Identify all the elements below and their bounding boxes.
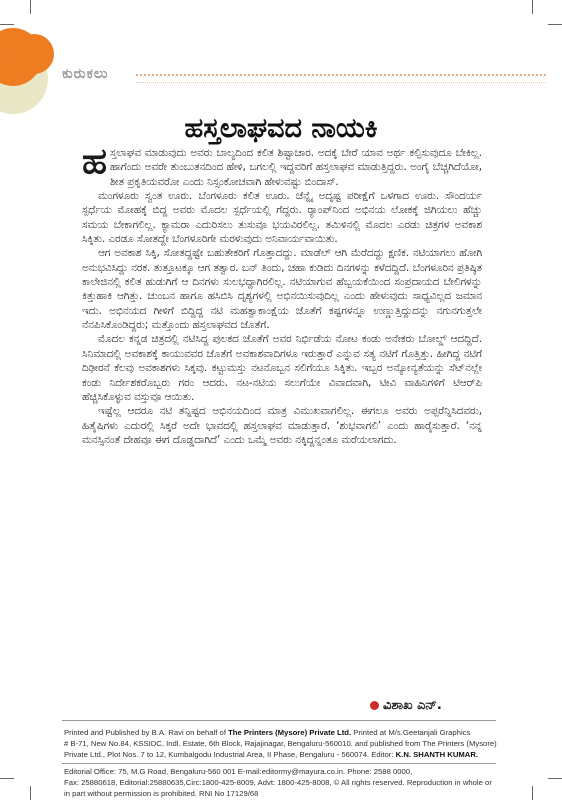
bullet-icon [370, 701, 379, 710]
article-paragraph: ಆಗ ಅವಕಾಶ ಸಿಕ್ಕಿ, ಸೋತದ್ದಷ್ಟೇ ಬಹುತೇಕರಿಗೆ ಗೊತ್ತಾದದ್ದು. ಮಾಡೆಲ್ ಆಗಿ ಮೆರೆದದ್ದು ಕ್ಷಣಿಕ. ನಟಿಯಾಗಲು ಹೋಗಿ ಅನುಭವಿಸಿದ್ದು ನರಕ. ತುತ್ತೂಟಕ್ಕೂ ಆಗ ತತ್ವಾರ. ಬನ್ ತಿಂದು, ಚಹಾ ಕುಡಿದು ದಿನಗಳನ್ನು ಕಳೆದದ್ದಿದೆ. ಬೆಂಗಳೂರಿನ ಪ್ರತಿಷ್ಠಿತ ಕಾಲೇಜಿನಲ್ಲಿ ಕಲಿತ ಹುಡುಗಿಗೆ ಆ ದಿನಗಳು ಸುಲಭದ್ದಾಗಿರಲಿಲ್ಲ. ನಟಿಯಾಗುವ ಹೆಬ್ಬಯಕೆಯಿಂದ ಸಂಪ್ರದಾಯದ ಬೇಲಿಗಳನ್ನು ಕಿತ್ತುಹಾಕಿ ಆಗಿತ್ತು. ಚುಂಬನ ಹಾಗೂ ಹಸಿಬಿಸಿ ದೃಶ್ಯಗಳಲ್ಲಿ ಅಭಿನಯಿಸುವುದಿಲ್ಲ ಎಂದು ಹೇಳುವುದು ಸಾಧ್ಯವಿಲ್ಲದ ಜಮಾನ ಇದು. ಅಭಿನಯದ ಗೀಳಿಗೆ ಬಿದ್ದಿದ್ದ ನಟಿ ಮಹತ್ವಾಕಾಂಕ್ಷೆಯ ಜೊತೆಗೆ ಕಷ್ಟಗಳನ್ನೂ ಉಣ್ಣುತ್ತಿದ್ದುದನ್ನು ನಗುನಗುತ್ತಲೇ ನೆನಪಿಸಿಕೊಂಡಿದ್ದರು; ಮತ್ತೊಂದು ಹಸ್ತಲಾಘವದ ಜೊತೆಗೆ. [82, 247, 482, 332]
crop-mark [0, 778, 14, 779]
decorative-circle-orange-small [14, 34, 54, 74]
crop-mark [548, 778, 562, 779]
crop-mark [30, 0, 31, 14]
imprint-line: Fax: 25880618, Editorial:25880635,Circ:1800-425-8009, Advt: 1800-425-8008, © All rights reserved. Reproduction in whole or [64, 778, 492, 788]
section-label: ಕುರುಕಲು [62, 66, 109, 82]
imprint-line: # B-71, New No.84, KSSIDC, Indl. Estate, 6th Block, Rajajinagar, Bengaluru-560010. and published from The Printers (Mysore) [64, 739, 497, 749]
author-name: ವಿಶಾಖ ಎನ್. [383, 698, 442, 713]
dotted-divider [136, 82, 546, 83]
imprint-block [64, 727, 500, 761]
crop-mark [532, 786, 533, 800]
page-title: ಹಸ್ತಲಾಘವದ ನಾಯಕಿ [184, 113, 378, 144]
article-paragraph: ಮಂಗಳೂರು ಸ್ವಂತ ಊರು. ಬೆಂಗಳೂರು ಕಲಿತ ಊರು. ಚೆನ್ನೈ ಅದೃಷ್ಟ ಪರೀಕ್ಷೆಗೆ ಒಳಗಾದ ಊರು. ಸೌಂದರ್ಯ ಸ್ಪರ್ಧೆಯ ಮೋಹಕ್ಕೆ ಬಿದ್ದ ಅವರು ಮೊದಲ ಸ್ಪರ್ಧೆಯಲ್ಲಿ ಗೆದ್ದರು. ರ್‍ಯಾಂಪ್‌ನಿಂದ ಅಭಿನಯ ಲೋಕಕ್ಕೆ ಜಿಗಿಯಲು ಹೆಚ್ಚು ಸಮಯ ಬೇಕಾಗಲಿಲ್ಲ. ಕ್ಯಾಮರಾ ಎದುರಿಸಲು ತುಸುವೂ ಭಯವಿರಲಿಲ್ಲ. ತಮಿಳಿನಲ್ಲಿ ಮೊದಲ ಎರಡು ಚಿತ್ರಗಳ ಅವಕಾಶ ಸಿಕ್ಕಿತು. ಎರಡೂ ಸೋತದ್ದೇ ಬೆಂಗಳೂರಿಗೇ ಮರಳುವುದು ಅನಿವಾರ್ಯವಾಯಿತು. [82, 190, 482, 246]
crop-mark [0, 24, 14, 25]
article-paragraph: ಹಸ್ತಲಾಘವ ಮಾಡುವುದು ಅವರು ಬಾಲ್ಯದಿಂದ ಕಲಿತ ಶಿಷ್ಟಾಚಾರ. ಅದಕ್ಕೆ ಬೇರೆ ಯಾವ ಅರ್ಥ ಕಲ್ಪಿಸುವುದೂ ಬೇಕಿಲ್ಲ. ಹಾಗೆಂದು ಅವರೇ ತುಂಬುತನದಿಂದ ಹೇಳಿ, ಬಗಲಲ್ಲಿ ಇದ್ದವರಿಗೆ ಹಸ್ತಲಾಘವ ಮಾಡುತ್ತಿದ್ದರು. ಅಂಗೈ ಬೆಚ್ಚಗಿದೆಯೋ, ಶೀತ ಪ್ರಕೃತಿಯವರೋ ಎಂದು ನಿಸ್ಸಂಕೋಚವಾಗಿ ಹೇಳುವಷ್ಟು ಬಿಂದಾಸ್. [82, 141, 482, 188]
article-paragraph: ಮೊದಲ ಕನ್ನಡ ಚಿತ್ರದಲ್ಲಿ ನಟಿಸಿದ್ದ ಪುಲಕದ ಜೊತೆಗೆ ಅವರ ನಿರ್ಭಿಡೆಯ ನೋಟ ಕಂಡು ಅನೇಕರು ಬೋಲ್ಡ್ ಆದದ್ದಿದೆ. ಸಿನಿಮಾದಲ್ಲಿ ಅವಕಾಶಕ್ಕೆ ಕಾಯುವವರ ಜೊತೆಗೆ ಅವಕಾಶವಾದಿಗಳೂ ಇರುತ್ತಾರೆ ಎನ್ನುವ ಸತ್ಯ ನಟಿಗೆ ಗೊತ್ತಿತ್ತು. ಹೀಗಿದ್ದ ನಟಿಗೆ ದಿಢೀರನೆ ಕೆಲವು ಅವಕಾಶಗಳು ಸಿಕ್ಕವು. ಕಟ್ಟುಮಸ್ತು ನಟನೊಬ್ಬನ ಸಲಿಗೆಯೂ ಸಿಕ್ಕಿತು. ಇಬ್ಬರ ಅನ್ಯೋನ್ಯತೆಯನ್ನು ಸೆಟ್‌ನಲ್ಲೇ ಕಂಡು ನಿರ್ದೇಶಕರೊಬ್ಬರು ಗರಂ ಆದರು. ನಟ-ನಟಿಯ ಸಲುಗೆಯೇ ವಿವಾದವಾಗಿ, ಟೀವಿ ವಾಹಿನಿಗಳಿಗೆ ಟಿಆರ್‌ಪಿ ಹೆಚ್ಚಿಸಿಕೊಳ್ಳುವ ವಸ್ತುವೂ ಆಯಿತು. [82, 333, 482, 403]
article-body [82, 141, 482, 447]
divider-line [62, 720, 496, 721]
crop-mark [532, 0, 533, 14]
editorial-info [64, 766, 500, 800]
article-paragraph: ಇಷ್ಟೆಲ್ಲ ಆದರೂ ನಟಿ ತನ್ನಿಷ್ಟದ ಅಭಿನಯದಿಂದ ಮಾತ್ರ ವಿಮುಖವಾಗಲಿಲ್ಲ. ಈಗಲೂ ಅವರು ಅಪ್ಪರೆನ್ನಿಸಿದವರು, ಹಿತೈಷಿಗಳು ಎದುರಲ್ಲಿ ಸಿಕ್ಕರೆ ಅದೇ ಭಾವದಲ್ಲಿ ಹಸ್ತಲಾಘವ ಮಾಡುತ್ತಾರೆ. ‘ಶುಭವಾಗಲಿ’ ಎಂದು ಹಾರೈಸುತ್ತಾರೆ. ‘ನನ್ನ ಮನಸ್ಸಿನಂತೆ ದೇಹವೂ ಈಗ ದೊಡ್ಡದಾಗಿದೆ’ ಎಂದು ಒಮ್ಮೆ ಅವರು ನಕ್ಕಿದ್ದನ್ನಂತೂ ಮರೆಯಲಾಗದು. [82, 405, 482, 446]
crop-mark [548, 24, 562, 25]
imprint-line: Private Ltd., Plot Nos. 7 to 12, Kumbalgodu Industrial Area, II Phase, Bengaluru - 560074. Editor: K.N. SHANTH KUMAR. [64, 750, 479, 760]
imprint-line: Printed and Published by B.A. Ravi on behalf of The Printers (Mysore) Private Ltd. Printed at M/s.Geetanjali Graphics [64, 728, 471, 737]
drop-cap: ಹ [82, 141, 107, 182]
divider-line [62, 763, 496, 764]
imprint-line: Editorial Office: 75, M.G Road, Bengaluru-560 001 E-mail:editormy@mayura.co.in. Phone: 2588 0000, [64, 767, 413, 776]
crop-mark [30, 786, 31, 800]
byline [370, 698, 442, 713]
dotted-divider [136, 74, 546, 76]
imprint-line: in part without permission is prohibited. RNI No 17129/68 [64, 789, 259, 799]
